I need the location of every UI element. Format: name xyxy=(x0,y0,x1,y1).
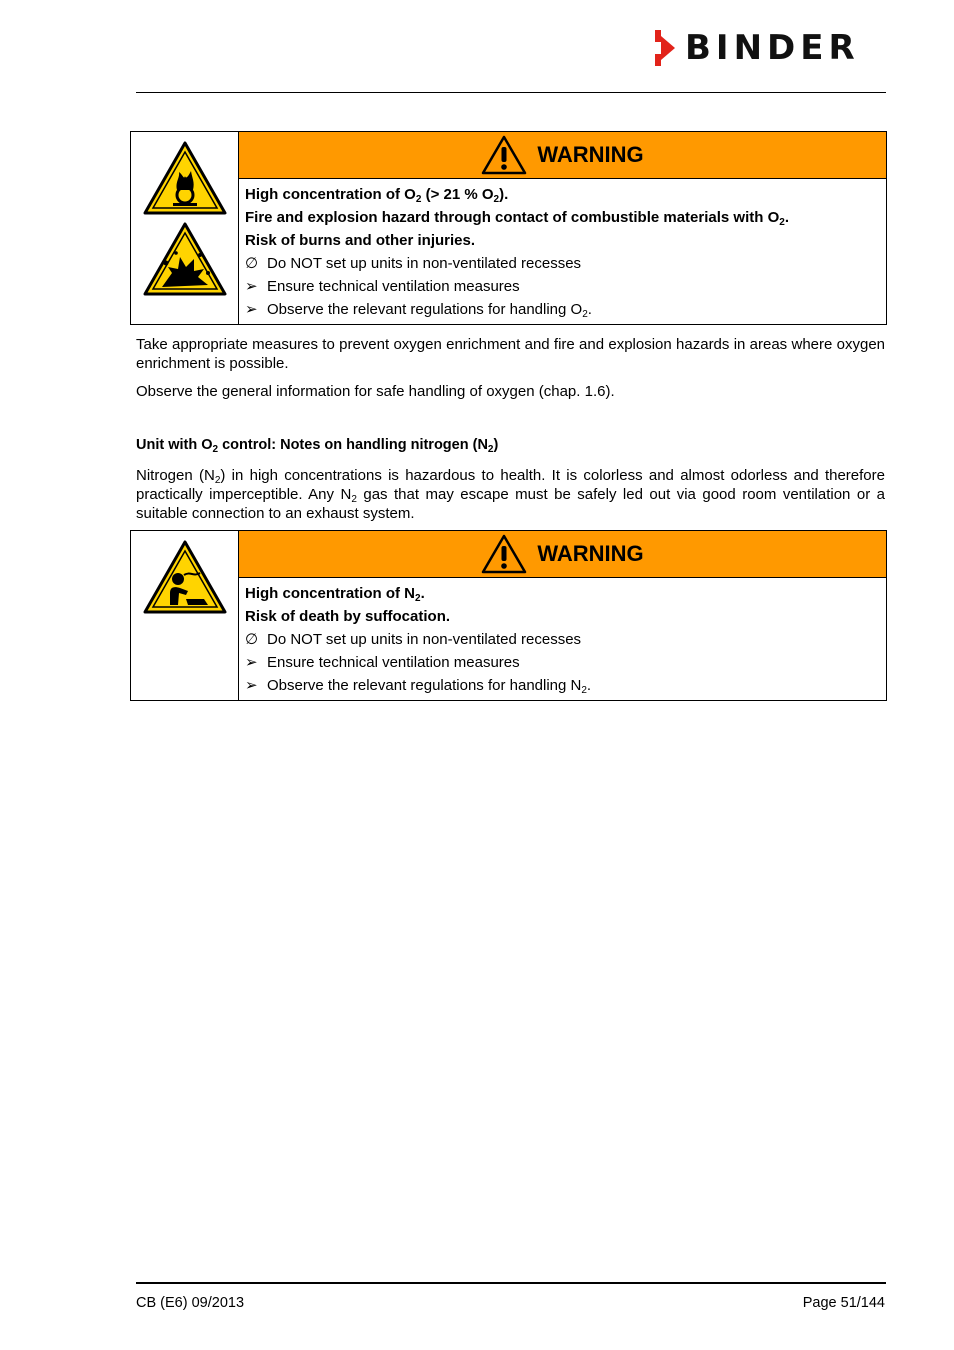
hazard-line: Fire and explosion hazard through contact of combustible materials with $O_2$. xyxy=(245,209,789,228)
instruction-item: ➢ Observe the relevant regulations for handling $N_2$. xyxy=(245,674,880,697)
binder-logo xyxy=(655,28,860,68)
hazard-line: Risk of burns and other injuries. xyxy=(245,232,476,249)
binder-logo-mark-icon xyxy=(655,30,677,66)
section-heading: Unit with $O_2$ control: Notes on handling nitrogen $(N_2)$ xyxy=(136,437,499,455)
instruction-item: ➢ Ensure technical ventilation measures xyxy=(245,275,880,298)
paragraph: Nitrogen $(N_2)$ in high concentrations is hazardous to health. It is colorless and almost odorless and therefore practically imperceptible. Any $N_2$ gas that may escape must be safely led out via good room ventilation or a suitable connection to an exhaust system. xyxy=(136,467,886,522)
explosion-warning-icon xyxy=(142,221,228,297)
warning-box-oxygen xyxy=(130,131,887,325)
suffocation-warning-icon xyxy=(142,539,228,615)
exclamation-triangle-icon xyxy=(481,135,527,175)
warning-box-nitrogen xyxy=(130,530,887,701)
warning-text xyxy=(239,578,886,700)
oxidizing-warning-icon xyxy=(142,140,228,216)
warning-title: WARNING xyxy=(537,142,644,167)
header-divider xyxy=(136,92,886,93)
instruction-item: ➢ Observe the relevant regulations for handling $O_2$. xyxy=(245,298,880,321)
document-code: CB (E6) 09/2013 xyxy=(136,1295,245,1311)
hazard-line: High concentration of $O_2$ (> 21 % $O_2$). xyxy=(245,186,509,205)
warning-header xyxy=(239,531,886,578)
prohibition-icon: ∅ xyxy=(245,631,259,648)
warning-text xyxy=(239,179,886,324)
warning-content-cell xyxy=(239,531,887,701)
paragraph: Observe the general information for safe handling of oxygen (chap. 1.6). xyxy=(136,383,615,400)
instruction-item: ∅ Do NOT set up units in non-ventilated recesses xyxy=(245,252,880,275)
hazard-line: High concentration of $N_2$. xyxy=(245,585,425,604)
warning-header xyxy=(239,132,886,179)
warning-title: WARNING xyxy=(537,541,644,566)
page-number: Page 51/144 xyxy=(802,1295,885,1311)
hazard-line: Risk of death by suffocation. xyxy=(245,608,451,625)
arrow-bullet-icon: ➢ xyxy=(245,677,258,694)
warning-content-cell xyxy=(239,132,887,325)
arrow-bullet-icon: ➢ xyxy=(245,301,258,318)
arrow-bullet-icon: ➢ xyxy=(245,278,258,295)
prohibition-icon: ∅ xyxy=(245,255,259,272)
instruction-item: ∅ Do NOT set up units in non-ventilated recesses xyxy=(245,628,880,651)
warning-icons-cell xyxy=(131,531,239,701)
footer-divider xyxy=(136,1282,886,1284)
paragraph: Take appropriate measures to prevent oxygen enrichment and fire and explosion hazards in areas where oxygen enrichment is possible. xyxy=(136,336,885,372)
exclamation-triangle-icon xyxy=(481,534,527,574)
brand-name: BINDER xyxy=(685,28,860,68)
arrow-bullet-icon: ➢ xyxy=(245,654,258,671)
instruction-item: ➢ Ensure technical ventilation measures xyxy=(245,651,880,674)
warning-icons-cell xyxy=(131,132,239,325)
